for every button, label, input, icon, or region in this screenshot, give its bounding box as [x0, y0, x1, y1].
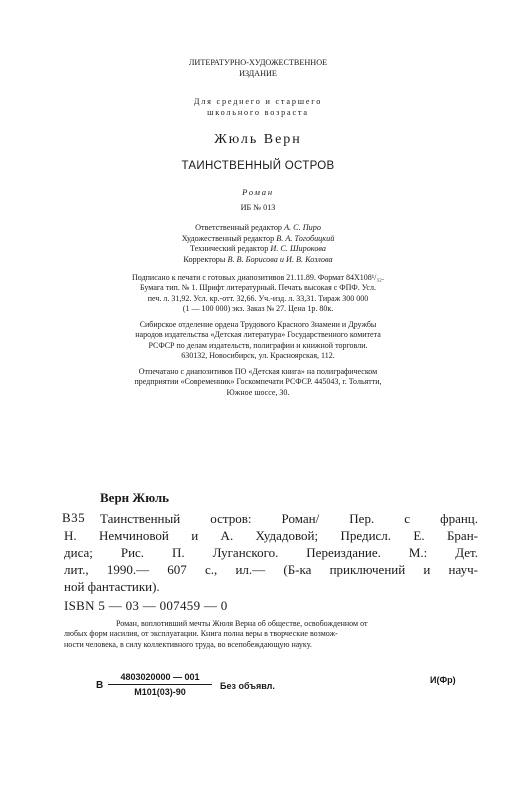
staff-role: Художественный редактор: [181, 233, 275, 243]
annotation: [64, 619, 478, 650]
ib-number: ИБ № 013: [240, 203, 276, 212]
staff-line: [0, 255, 516, 266]
print-specs-line: Подписано к печати с готовых диапозитивов 21.11.89. Формат 84Х108¹/₃₂.: [132, 273, 384, 282]
publisher-line: Сибирское отделение ордена Трудового Красного Знамени и Дружбы: [139, 320, 377, 329]
staff-line: [0, 234, 516, 245]
index-fraction: [108, 672, 212, 697]
publisher-line: 630132, Новосибирск, ул. Красноярская, 112.: [181, 351, 335, 361]
age-group: [0, 97, 516, 118]
book-title: ТАИНСТВЕННЫЙ ОСТРОВ: [181, 160, 335, 172]
editorial-staff: [0, 223, 516, 265]
staff-line: [0, 223, 516, 234]
publisher-line: РСФСР по делам издательств, полиграфии и книжной торговли.: [148, 340, 368, 350]
printer-line: Южное шоссе, 30.: [226, 387, 290, 397]
series-type-line: ЛИТЕРАТУРНО-ХУДОЖЕСТВЕННОЕ: [188, 58, 328, 67]
staff-name: И. С. Широкова: [270, 244, 327, 254]
staff-role: Технический редактор: [189, 244, 269, 254]
series-type-line: ИЗДАНИЕ: [239, 68, 277, 78]
index-letter: В: [96, 680, 104, 691]
printer-info: [0, 367, 516, 398]
staff-line: [0, 244, 516, 255]
staff-role: Корректоры: [183, 254, 226, 264]
author-name: Жюль Верн: [214, 132, 302, 147]
index-numerator: 4803020000 — 001: [108, 672, 212, 685]
print-specs: [0, 273, 516, 315]
catalog-code: В35: [62, 510, 86, 525]
catalog-line: Таинственный остров: Роман/ Пер. с франц.: [100, 511, 478, 526]
publisher-line: народов издательства «Детская литература» Государственного комитета: [135, 330, 381, 340]
catalog-line: лит., 1990.— 607 с., ил.— (Б-ка приключений и науч-: [64, 562, 478, 577]
staff-name: В. А. Тогобицкий: [276, 233, 335, 243]
index-denominator: М101(03)-90: [134, 687, 186, 697]
genre: Роман: [242, 187, 274, 197]
annotation-line: любых форм насилия, от эксплуатации. Книга полна веры в творческие возмож-: [64, 629, 338, 639]
print-specs-line: Бумага тип. № 1. Шрифт литературный. Печать высокая с ФПФ. Усл.: [140, 283, 376, 293]
print-specs-line: (1 — 100 000) экз. Заказ № 27. Цена 1р. 80к.: [182, 304, 334, 314]
staff-name: А. С. Пиро: [284, 223, 321, 232]
classification: И(Фр): [430, 675, 456, 685]
staff-name: В. В. Борисова и И. В. Козлова: [227, 254, 333, 264]
publisher-info: [0, 320, 516, 362]
catalog-line: диса; Рис. П. Луганского. Переиздание. М.: Дет.: [64, 545, 478, 560]
print-specs-line: печ. л. 31,92. Усл. кр.-отт. 32,66. Уч.-изд. л. 33,31. Тираж 300 000: [147, 293, 369, 303]
annotation-line: Роман, воплотивший мечты Жюля Верна об обществе, освобожденном от: [116, 619, 368, 628]
isbn: ISBN 5 — 03 — 007459 — 0: [64, 598, 228, 613]
age-group-line: Для среднего и старшего: [193, 97, 323, 106]
printer-line: предприятии «Современник» Госкомпечати РСФСР. 445043, г. Тольятти,: [134, 377, 382, 387]
annotation-line: ности человека, в силу коллективного труда, во всепобеждающую науку.: [64, 639, 312, 649]
staff-role: Ответственный редактор: [195, 223, 283, 232]
index-note: Без объявл.: [220, 681, 275, 691]
printer-line: Отпечатано с диапозитивов ПО «Детская книга» на полиграфическом: [138, 367, 378, 376]
age-group-line: школьного возраста: [207, 107, 309, 117]
catalog-line: ной фантастики).: [64, 579, 160, 594]
series-type: [0, 58, 516, 79]
catalog-heading: Верн Жюль: [100, 490, 170, 505]
catalog-line: Н. Немчиновой и А. Худадовой; Предисл. Е. Бран-: [64, 528, 478, 543]
